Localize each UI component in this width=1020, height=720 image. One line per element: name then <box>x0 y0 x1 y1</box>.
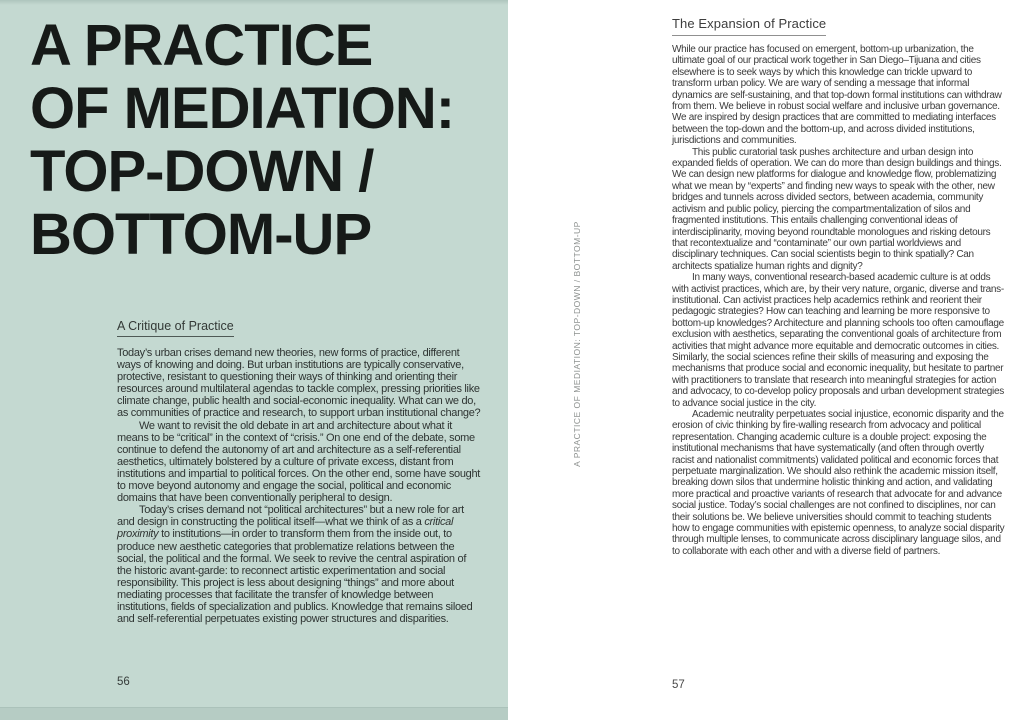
body-paragraph: Today’s urban crises demand new theories, new forms of practice, different ways of knowing and doing. But urban institutions are typically conservative, protective, resistant to questioning their ways of thinking and orienting their resources around multilateral agendas to tackle complex, pressing priorities like climate change, public health and social-economic inequality. What can we do, as communities of practice and research, to support urban institutional change? <box>117 347 481 420</box>
body-paragraph: Academic neutrality perpetuates social injustice, economic disparity and the erosion of civic thinking by fire-walling research from advocacy and political representation. Changing academic culture is a double project: exposing the institutional mechanisms that have systematically (and often through overtly racist and nationalist commitments) validated political and economic forces that perpetuate marginalization. We should also rethink the academic mission itself, breaking down silos that undermine holistic thinking and action, and validating more practical and proactive variants of research that advocate for and advance social justice. Today’s social challenges are not confined to disciplines, nor can their solutions be. We believe universities should commit to teaching students how to engage communities with epistemic openness, to analyze social disparity through multiple lenses, to communicate across disciplinary language silos, and to collaborate with each other and with a diverse field of partners. <box>672 409 1005 557</box>
page-number-right: 57 <box>672 679 685 691</box>
body-paragraph: In many ways, conventional research-based academic culture is at odds with activist practices, which are, by their very nature, organic, diverse and trans-institutional. Can activist practices help academics rethink and reorient their pedagogic strategies? How can teaching and learning be more responsive to bottom-up knowledges? Architecture and planning schools too often camouflage exclusion with aesthetics, separating the conventional goals of architecture from activities that might advance more equitable and democratic outcomes in cities. Similarly, the social sciences refine their skills of measuring and exposing the mechanisms that produce social and economic inequality, but hesitate to partner with practitioners to translate that research into meaningful strategies for action and advocacy, to co-develop policy proposals and urban development strategies to advance social justice in the city. <box>672 272 1004 409</box>
section-heading-critique: A Critique of Practice <box>117 319 234 337</box>
paragraph-text: Today’s crises demand not “political architectures” but a new role for art and design in constructing the political itself—what we think of as a <box>117 504 464 529</box>
italic-phrase: critical proximity <box>117 516 454 541</box>
running-title-vertical: A PRACTICE OF MEDIATION: TOP-DOWN / BOTTOM-UP <box>572 221 582 467</box>
body-paragraph: We want to revisit the old debate in art and architecture about what it means to be “critical” in the context of “crisis.” On one end of the debate, some continue to defend the autonomy of art and architecture as a self-referential aesthetics, ultimately bolstered by a culture of private excess, distant from institutions and impartial to political forces. On the other end, some have sought to move beyond autonomy and engage the social, political and economic domains that have been conventionally peripheral to design. <box>117 419 481 505</box>
body-text-left <box>117 347 481 625</box>
page-number-left: 56 <box>117 676 130 688</box>
chapter-title <box>30 14 454 266</box>
section-heading-expansion: The Expansion of Practice <box>672 16 826 36</box>
body-paragraph: While our practice has focused on emergent, bottom-up urbanization, the ultimate goal of our practical work together in San Diego–Tijuana and cities elsewhere is to seek ways by which this knowledge can trickle upward to transform urban policy. We are wary of sending a message that informal dynamics are self-sustaining, and that top-down formal institutions can withdraw from them. We believe in robust social welfare and inclusive urban governance. We are inspired by design practices that are committed to mediating interfaces between the top-down and the bottom-up, and across divided institutions, jurisdictions and communities. <box>672 44 1002 147</box>
chapter-title-line: OF MEDIATION: <box>30 76 455 141</box>
paragraph-text: to institutions—in order to transform them from the inside out, to produce new aesthetic categories that problematize relations between the social, the political and the formal. We seek to revive the central aspiration of the historic avant-garde: to reconnect artistic experimentation and social responsibility. This project is less about designing “things” and more about mediating processes that facilitate the transfer of knowledge between institutions, fields of specialization and publics. Knowledge that remains siloed and self-referential perpetuates existing power structures and disparities. <box>117 528 473 626</box>
chapter-title-line: BOTTOM-UP <box>30 202 372 267</box>
right-page <box>508 0 1020 720</box>
body-paragraph: This public curatorial task pushes architecture and urban design into expanded fields of operation. We can do more than design buildings and things. We can design new platforms for dialogue and knowledge flow, problematizing what we mean by “experts” and finding new ways to speak with the other, new bridges and tunnels across divided sectors, between academia, community activism and public policy, piercing the compartmentalization of silos and fragmented institutions. This entails challenging conventional ideas of interdisciplinarity, moving beyond roundtable monologues and risking detours that recontextualize and “contaminate” our own partial worldviews and disciplinary techniques. Can social scientists begin to think spatially? Can architects spatialize human rights and dignity? <box>672 146 1002 272</box>
page-edge-shadow-bottom <box>0 707 508 720</box>
page-edge-shadow-top <box>0 0 508 5</box>
body-paragraph <box>117 504 481 625</box>
left-page <box>0 0 508 720</box>
body-text-right <box>672 44 1006 557</box>
chapter-title-line: A PRACTICE <box>30 13 373 78</box>
chapter-title-line: TOP-DOWN / <box>30 139 374 204</box>
